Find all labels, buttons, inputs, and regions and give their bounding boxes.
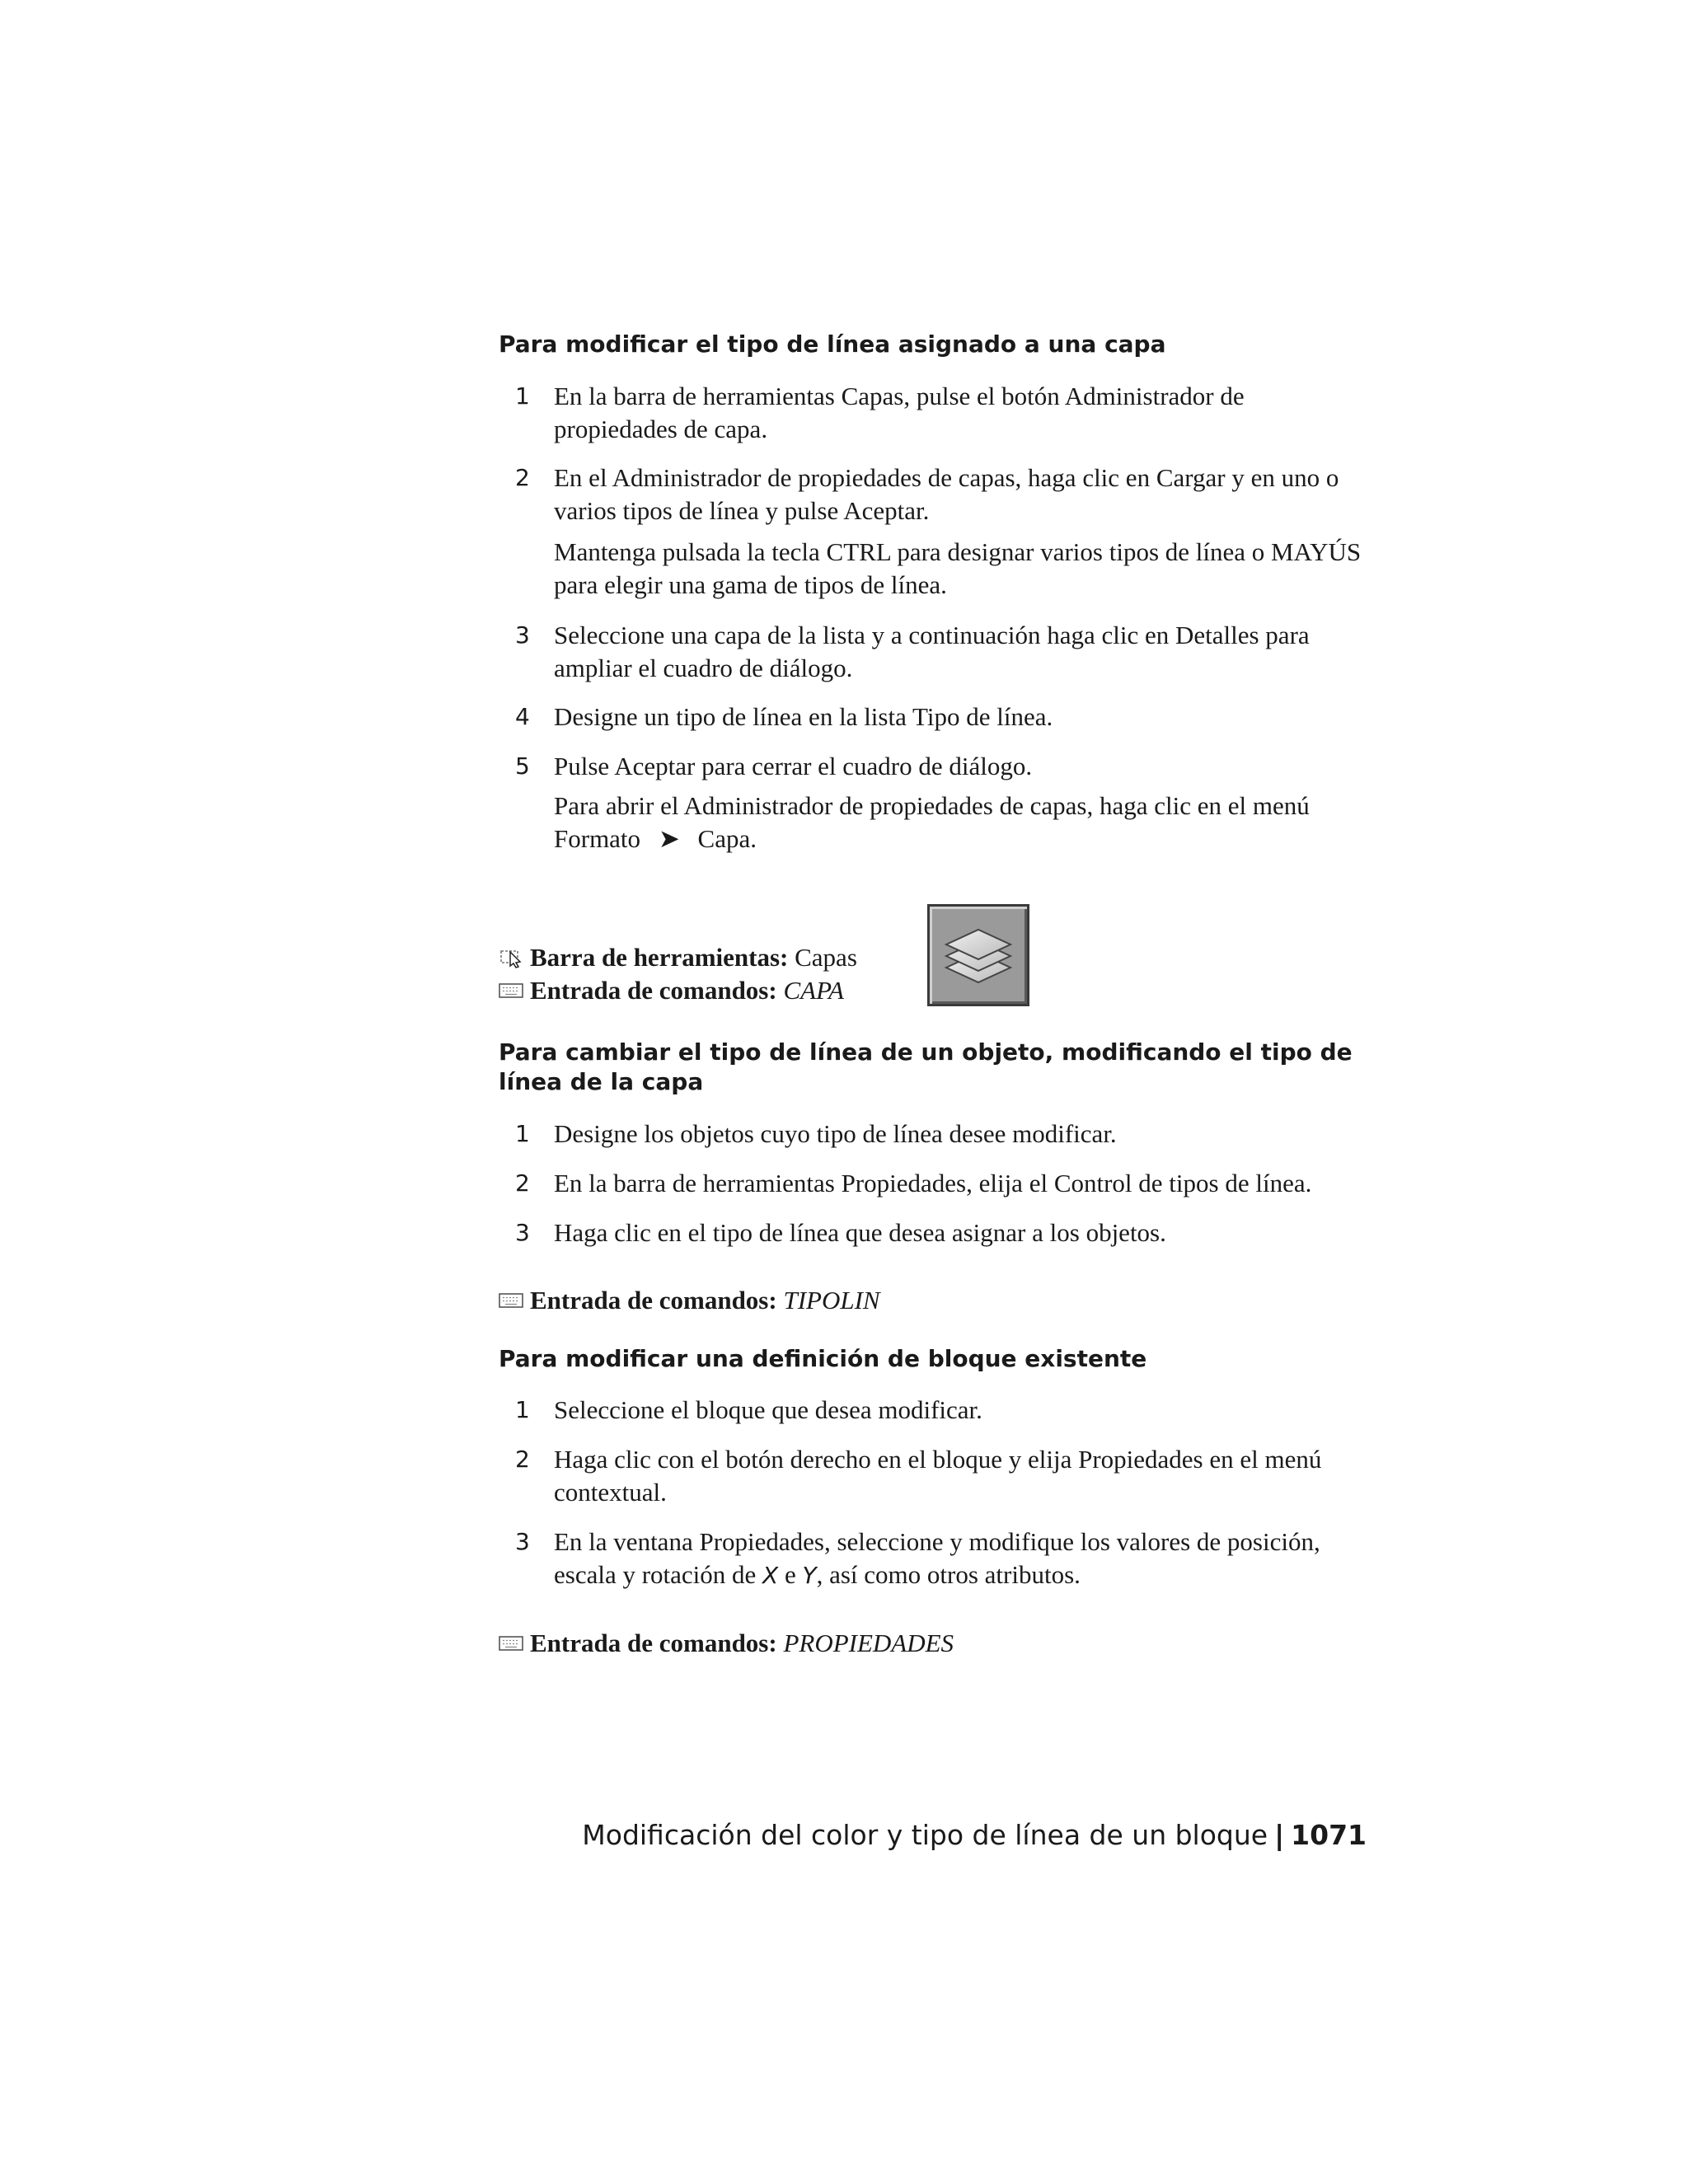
step-number: 4 xyxy=(515,703,530,730)
step-text-part: , así como otros atributos. xyxy=(816,1560,1081,1589)
keyboard-icon xyxy=(499,982,523,999)
step-item xyxy=(499,1118,1372,1151)
command-value: TIPOLIN xyxy=(783,1286,880,1315)
step-text: Seleccione el bloque que desea modificar. xyxy=(554,1395,982,1424)
menu-arrow-icon: ➤ xyxy=(658,824,680,853)
step-text: En la barra de herramientas Propiedades, elija el Control de tipos de línea. xyxy=(554,1169,1312,1197)
note-text: Para abrir el Administrador de propiedades de capas, haga clic en el menú Formato xyxy=(554,791,1310,853)
layer-properties-button xyxy=(927,904,1029,1006)
step-list xyxy=(499,1394,1372,1592)
step-item xyxy=(499,1443,1372,1509)
step-number: 2 xyxy=(515,1446,530,1473)
keyboard-icon xyxy=(499,1292,523,1309)
step-item xyxy=(499,750,1372,855)
step-number: 1 xyxy=(515,1396,530,1423)
step-item xyxy=(499,701,1372,733)
step-item xyxy=(499,1216,1372,1249)
step-item xyxy=(499,462,1372,602)
footer-title: Modificación del color y tipo de línea de un bloque xyxy=(582,1819,1268,1851)
section-heading: Para cambiar el tipo de línea de un objeto, modificando el tipo de línea de la capa xyxy=(499,1038,1353,1095)
page-number: 1071 xyxy=(1291,1819,1367,1851)
command-value: PROPIEDADES xyxy=(783,1629,954,1657)
step-item xyxy=(499,619,1372,685)
step-item xyxy=(499,1526,1372,1592)
page-footer xyxy=(582,1817,1367,1854)
toolbar-label: Barra de herramientas: xyxy=(530,943,789,972)
command-label: Entrada de comandos: xyxy=(530,976,777,1005)
step-number: 1 xyxy=(515,1120,530,1147)
step-text-part: e xyxy=(784,1560,796,1589)
command-value: CAPA xyxy=(783,976,844,1005)
command-label: Entrada de comandos: xyxy=(530,1629,777,1657)
step-text: Seleccione una capa de la lista y a continuación haga clic en Detalles para ampliar el cuadro de diálogo. xyxy=(554,621,1310,682)
step-text: Designe un tipo de línea en la lista Tipo de línea. xyxy=(554,702,1053,731)
layers-icon xyxy=(930,907,1027,1004)
step-text-part: En la ventana Propiedades, seleccione y modifique los valores de posición, escala y rotación de xyxy=(554,1527,1320,1589)
step-text: En el Administrador de propiedades de capas, haga clic en Cargar y en uno o varios tipos de línea y pulse Aceptar. xyxy=(554,463,1339,525)
step-number: 1 xyxy=(515,382,530,410)
toolbar-value: Capas xyxy=(795,943,857,972)
step-number: 2 xyxy=(515,464,530,491)
keyboard-icon xyxy=(499,1635,523,1652)
step-text: Haga clic en el tipo de línea que desea asignar a los objetos. xyxy=(554,1218,1166,1247)
y-variable: Y xyxy=(802,1562,817,1589)
section-heading: Para modificar el tipo de línea asignado a una capa xyxy=(499,330,1166,358)
footer-separator: | xyxy=(1274,1819,1285,1851)
note-text-end: Capa. xyxy=(697,824,757,853)
step-list xyxy=(499,1118,1372,1249)
command-reference xyxy=(499,1284,1372,1317)
step-text: Pulse Aceptar para cerrar el cuadro de diálogo. xyxy=(554,752,1033,780)
step-list xyxy=(499,380,1372,855)
section-heading: Para modificar una definición de bloque existente xyxy=(499,1345,1147,1372)
step-text xyxy=(554,1527,1320,1589)
x-variable: X xyxy=(762,1562,779,1589)
step-number: 3 xyxy=(515,621,530,649)
step-item xyxy=(499,1394,1372,1427)
step-text: Designe los objetos cuyo tipo de línea desee modificar. xyxy=(554,1119,1117,1148)
step-number: 3 xyxy=(515,1219,530,1246)
command-label: Entrada de comandos: xyxy=(530,1286,777,1315)
step-note: Mantenga pulsada la tecla CTRL para designar varios tipos de línea o MAYÚS para elegir una gama de tipos de línea. xyxy=(554,537,1362,599)
step-item xyxy=(499,380,1372,446)
step-number: 2 xyxy=(515,1169,530,1197)
command-reference xyxy=(499,1627,1372,1660)
step-note xyxy=(554,790,1372,855)
step-number: 3 xyxy=(515,1528,530,1555)
step-text: En la barra de herramientas Capas, pulse el botón Administrador de propiedades de capa. xyxy=(554,382,1245,443)
step-number: 5 xyxy=(515,752,530,780)
toolbar-icon xyxy=(499,947,523,968)
step-item xyxy=(499,1167,1372,1200)
step-text: Haga clic con el botón derecho en el bloque y elija Propiedades en el menú contextual. xyxy=(554,1445,1322,1507)
